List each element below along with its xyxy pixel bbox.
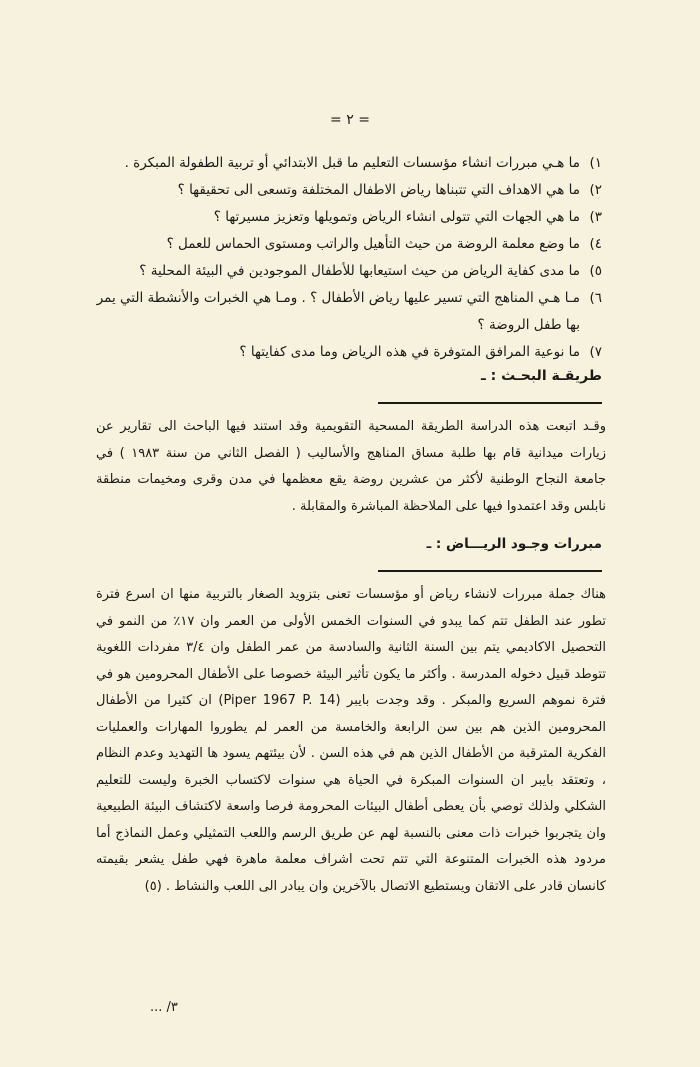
question-number: ٦) [589, 290, 602, 306]
justification-heading: مبررات وجـود الريـــاض : ـ [426, 536, 602, 552]
question-item [82, 150, 602, 177]
question-number: ١) [589, 155, 602, 171]
question-text: ما نوعية المرافق المتوفرة في هذه الرياض وما مدى كفايتها ؟ [239, 344, 580, 360]
question-text: ما هي الاهداف التي تتبناها رياض الاطفال المختلفة وتسعى الى تحقيقها ؟ [177, 182, 580, 198]
question-number: ٧) [589, 344, 602, 360]
question-item [82, 258, 602, 285]
question-text: ما هي الجهات التي تتولى انشاء الرياض وتمويلها وتعزيز مسيرتها ؟ [213, 209, 580, 225]
divider [378, 570, 602, 572]
page-number: = ٢ = [330, 112, 370, 128]
question-number: ٥) [589, 263, 602, 279]
question-item [82, 339, 602, 366]
justification-paragraph: هناك جملة مبررات لانشاء رياض أو مؤسسات تعنى بتزويد الصغار بالتربية منها ان اسرع فترة تطور عند الطفل تتم كما يبدو في السنوات الخمس الأولى من العمر وان ١٧٪ من النمو في التحصيل الاكاديمي يتم بين السنة الثانية والسادسة من عمر الطفل وان ٣/٤ مفردات اللغوية تتوطد قبيل دخوله المدرسة . وأكثر ما يكون تأثير البيئة خصوصا على الأطفال المحرومين هو في فترة نموهم السريع والمبكر . وقد وجدت بايبر (Piper 1967 P. 14) ان كثيرا من الأطفال المحرومين الذين هم بين سن الرابعة والخامسة من العمر لم يطوروا المهارات والعمليات الفكرية المترقبة من الأطفال الذين هم في هذه السن . لأن بيئتهم يسود ها التهديد وعدم النظام ، وتعتقد بايبر ان السنوات المبكرة في الحياة هي سنوات لاكتساب الخبرة وليست للتعليم الشكلي ولذلك توصي بأن يعطى أطفال البيئات المحرومة فرصا واسعة لاكتشاف البيئة الطبيعية وان يتجربوا خبرات ذات معنى بالنسبة لهم عن طريق الرسم واللعب التمثيلي وعمل النماذج أما مردود هذه الخبرات المتنوعة التي تتم تحت اشراف معلمة ماهرة فهي طفل يشعر بقيمته كانسان قادر على الاتقان ويستطيع الاتصال بالآخرين وان يبادر الى اللعب والنشاط . (٥) [96, 587, 607, 894]
question-text: مـا هـي المناهج التي تسير عليها رياض الأطفال ؟ . ومـا هي الخبرات والأنشطة التي يمر بها طفل الروضة ؟ [96, 290, 580, 333]
question-number: ٢) [589, 182, 602, 198]
method-heading: طريقـة البحـث : ـ [481, 368, 602, 384]
method-paragraph: وقـد اتبعت هذه الدراسة الطريقة المسحية التقويمية وقد استند فيها الباحث الى تقارير عن زيارات ميدانية قام بها طلبة مساق المناهج والأساليب ( الفصل الثاني من سنة ١٩٨٣ ) في جامعة النجاح الوطنية لأكثر من عشرين روضة يقع معظمها في مدن وقرى ومخيمات منطقة نابلس وقد اعتمدوا فيها على الملاحظة المباشرة والمقابلة . [96, 419, 607, 514]
question-text: ما مدى كفاية الرياض من حيث استيعابها للأطفال الموجودين في البيئة المحلية ؟ [139, 263, 580, 279]
question-number: ٣) [589, 209, 602, 225]
divider [378, 402, 602, 404]
question-item [82, 231, 602, 258]
question-text: ما وضع معلمة الروضة من حيث التأهيل والراتب ومستوى الحماس للعمل ؟ [166, 236, 580, 252]
page-footer: ... /٣ [150, 1000, 178, 1015]
research-questions-list [82, 150, 602, 366]
question-number: ٤) [589, 236, 602, 252]
question-item [82, 204, 602, 231]
question-text: ما هـي مبررات انشاء مؤسسات التعليم ما قبل الابتدائي أو تربية الطفولة المبكرة . [124, 155, 580, 171]
question-item [82, 177, 602, 204]
question-item [82, 285, 602, 339]
